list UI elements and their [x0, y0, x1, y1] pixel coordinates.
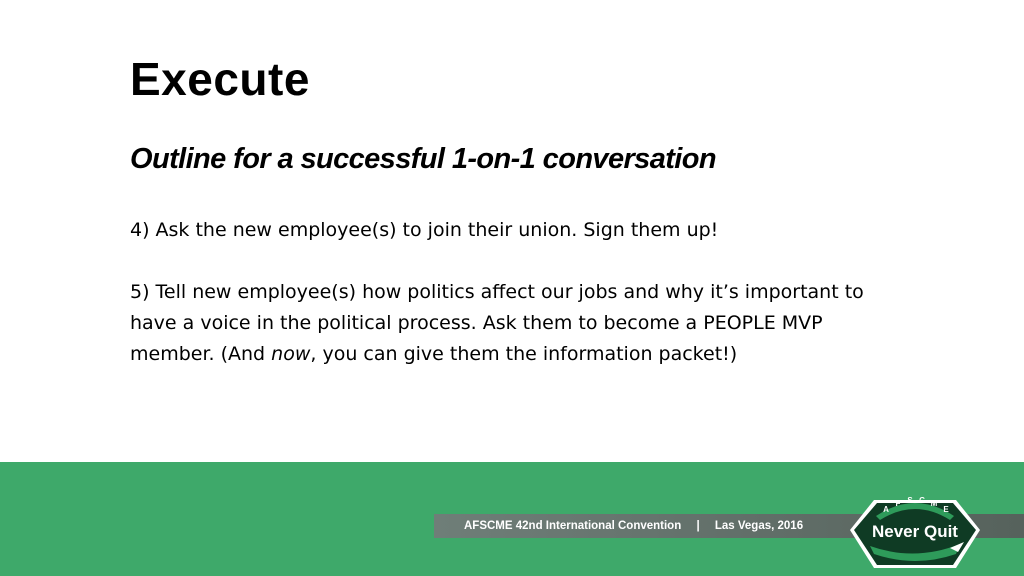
logo-letter-1: A [883, 505, 889, 514]
logo-letter-5: M [930, 499, 938, 508]
step-5-text [130, 277, 890, 370]
step-5-emphasis: now [271, 343, 311, 365]
afscme-never-quit-logo [846, 488, 984, 572]
logo-letter-3: S [907, 496, 913, 505]
logo-text: Never Quit [872, 522, 958, 541]
slide-subtitle: Outline for a successful 1-on-1 conversation [130, 143, 716, 175]
logo-letter-4: C [919, 496, 925, 505]
step-5-text-end: , you can give them the information packet!) [310, 343, 738, 365]
footer-location: Las Vegas, 2016 [714, 520, 804, 532]
slide-title: Execute [130, 53, 310, 105]
logo-letter-6: E [943, 505, 949, 514]
footer-info-text [464, 514, 803, 538]
footer-separator: | [696, 520, 700, 532]
logo-letter-2: F [895, 499, 901, 508]
step-4-text: 4) Ask the new employee(s) to join their union. Sign them up! [130, 219, 719, 241]
step-5-text-start: 5) Tell new employee(s) how politics affect our jobs and why it’s important to have a voice in the political process. Ask them to become a PEOPLE MVP member. (And [130, 281, 864, 365]
footer-event: AFSCME 42nd International Convention [464, 520, 682, 532]
